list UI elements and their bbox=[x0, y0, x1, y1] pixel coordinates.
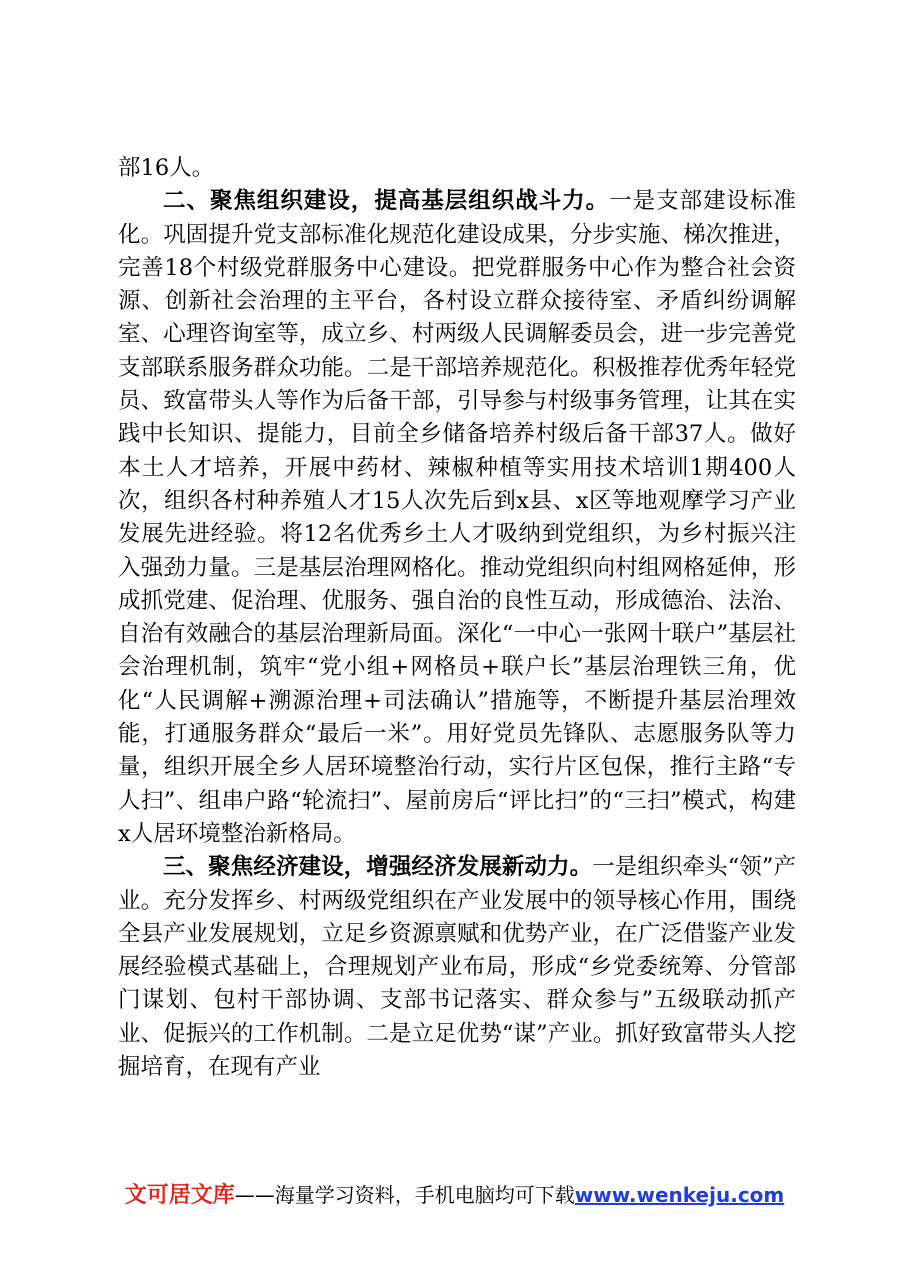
footer-url-link[interactable]: www.wenkeju.com bbox=[574, 1183, 785, 1207]
footer-tagline: ——海量学习资料，手机电脑均可下载 bbox=[234, 1183, 575, 1207]
paragraph-text: 部16人。 bbox=[118, 155, 215, 181]
footer-banner bbox=[0, 1180, 909, 1211]
paragraph-economic-building bbox=[118, 851, 796, 1084]
paragraph-text: 一是组织牵头“领”产业。充分发挥乡、村两级党组织在产业发展中的领导核心作用，围绕全县产业发展规划，立足乡资源禀赋和优势产业，在广泛借鉴产业发展经验模式基础上，合理规划产业布局，形成“乡党委统筹、分管部门谋划、包村干部协调、支部书记落实、群众参与”五级联动抓产业、促振兴的工作机制。二是立足优势“谋”产业。抓好致富带头人挖掘培育，在现有产业 bbox=[118, 854, 796, 1081]
document-body bbox=[118, 152, 796, 1084]
paragraph-continuation bbox=[118, 152, 796, 185]
paragraph-text: 一是支部建设标准化。巩固提升党支部标准化规范化建设成果，分步实施、梯次推进，完善18个村级党群服务中心建设。把党群服务中心作为整合社会资源、创新社会治理的主平台，各村设立群众接待室、矛盾纠纷调解室、心理咨询室等，成立乡、村两级人民调解委员会，进一步完善党支部联系服务群众功能。二是干部培养规范化。积极推荐优秀年轻党员、致富带头人等作为后备干部，引导参与村级事务管理，让其在实践中长知识、提能力，目前全乡储备培养村级后备干部37人。做好本土人才培养，开展中药材、辣椒种植等实用技术培训1期400人次，组织各村种养殖人才15人次先后到x县、x区等地观摩学习产业发展先进经验。将12名优秀乡土人才吸纳到党组织，为乡村振兴注入强劲力量。三是基层治理网格化。推动党组织向村组网格延伸，形成抓党建、促治理、优服务、强自治的良性互动，形成德治、法治、自治有效融合的基层治理新局面。深化“一中心一张网十联户”基层社会治理机制，筑牢“党小组+网格员+联户长”基层治理铁三角，优化“人民调解+溯源治理+司法确认”措施等，不断提升基层治理效能，打通服务群众“最后一米”。用好党员先锋队、志愿服务队等力量，组织开展全乡人居环境整治行动，实行片区包保，推行主路“专人扫”、组串户路“轮流扫”、屋前房后“评比扫”的“三扫”模式，构建x人居环境整治新格局。 bbox=[118, 188, 796, 847]
section-heading-organization: 二、聚焦组织建设，提高基层组织战斗力。 bbox=[163, 188, 610, 215]
footer-brand: 文可居文库 bbox=[124, 1183, 235, 1208]
paragraph-organization-building bbox=[118, 185, 796, 851]
section-heading-economy: 三、聚焦经济建设，增强经济发展新动力。 bbox=[163, 854, 593, 881]
